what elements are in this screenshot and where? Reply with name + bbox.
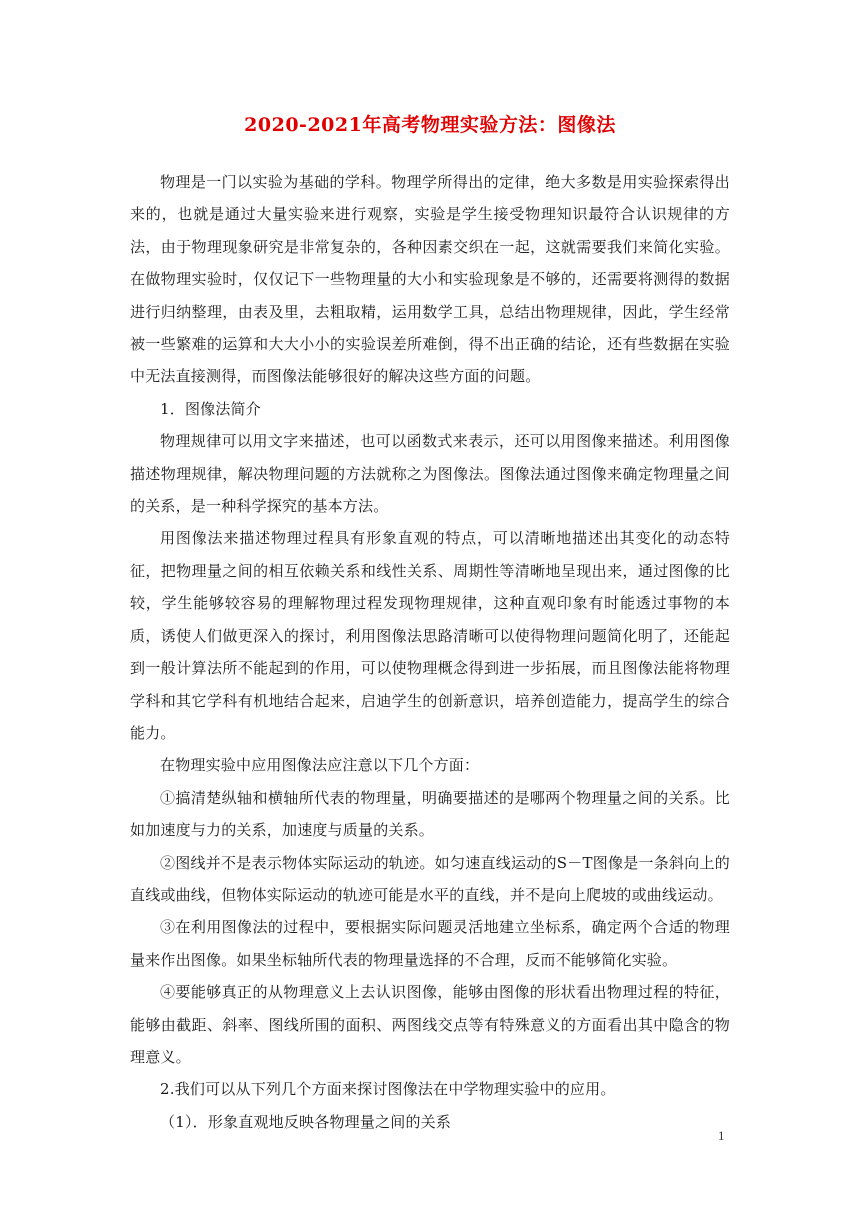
note-item-1: ①搞清楚纵轴和横轴所代表的物理量，明确要描述的是哪两个物理量之间的关系。比如加速度与力的关系，加速度与质量的关系。 xyxy=(130,788,730,840)
paragraph-intro: 物理是一门以实验为基础的学科。物理学所得出的定律，绝大多数是用实验探索得出来的，也就是通过大量实验来进行观察，实验是学生接受物理知识最符合认识规律的方法，由于物理现象研究是非常复杂的，各种因素交织在一起，这就需要我们来简化实验。在做物理实验时，仅仅记下一些物理量的大小和实验现象是不够的，还需要将测得的数据进行归纳整理，由表及里，去粗取精，运用数学工具，总结出物理规律，因此，学生经常被一些繁难的运算和大大小小的实验误差所难倒，得不出正确的结论，还有些数据在实验中无法直接测得，而图像法能够很好的解决这些方面的问题。 xyxy=(130,173,730,386)
section-heading-2: 2.我们可以从下列几个方面来探讨图像法在中学物理实验中的应用。 xyxy=(160,1080,616,1099)
paragraph-notes-intro: 在物理实验中应用图像法应注意以下几个方面： xyxy=(160,756,480,775)
document-title: 2020-2021年高考物理实验方法：图像法 xyxy=(244,114,616,136)
page-number: 1 xyxy=(718,1128,725,1143)
note-item-2: ②图线并不是表示物体实际运动的轨迹。如匀速直线运动的S－T图像是一条斜向上的直线或曲线，但物体实际运动的轨迹可能是水平的直线，并不是向上爬坡的或曲线运动。 xyxy=(130,853,730,904)
paragraph-advantages: 用图像法来描述物理过程具有形象直观的特点，可以清晰地描述出其变化的动态特征，把物理量之间的相互依赖关系和线性关系、周期性等清晰地呈现出来，通过图像的比较，学生能够较容易的理解物理过程发现物理规律，这种直观印象有时能透过事物的本质，诱使人们做更深入的探讨，利用图像法思路清晰可以使得物理问题简化明了，还能起到一般计算法所不能起到的作用，可以使物理概念得到进一步拓展，而且图像法能将物理学科和其它学科有机地结合起来，启迪学生的创新意识，培养创造能力，提高学生的综合能力。 xyxy=(130,529,730,742)
note-item-3: ③在利用图像法的过程中，要根据实际问题灵活地建立坐标系，确定两个合适的物理量来作出图像。如果坐标轴所代表的物理量选择的不合理，反而不能够简化实验。 xyxy=(130,918,730,969)
note-item-4: ④要能够真正的从物理意义上去认识图像，能够由图像的形状看出物理过程的特征，能够由截距、斜率、图线所围的面积、两图线交点等有特殊意义的方面看出其中隐含的物理意义。 xyxy=(130,983,730,1066)
document-page xyxy=(130,110,730,1138)
subsection-heading-1: （1）．形象直观地反映各物理量之间的关系 xyxy=(160,1112,452,1131)
section-heading-1: 1．图像法简介 xyxy=(160,399,261,418)
paragraph-definition: 物理规律可以用文字来描述，也可以函数式来表示，还可以用图像来描述。利用图像描述物理规律，解决物理问题的方法就称之为图像法。图像法通过图像来确定物理量之间的关系，是一种科学探究的基本方法。 xyxy=(130,432,730,516)
